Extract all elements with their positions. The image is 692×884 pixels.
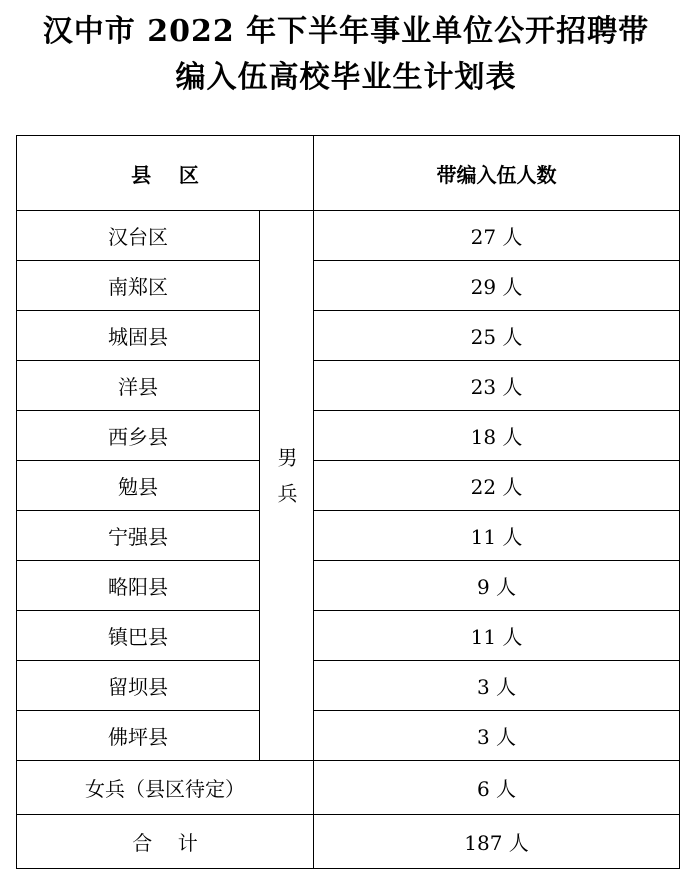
count-cell: 29 人 (314, 261, 680, 311)
female-row (17, 761, 680, 815)
table-row (17, 211, 680, 261)
table-row (17, 311, 680, 361)
county-cell: 城固县 (17, 311, 260, 361)
table-row (17, 361, 680, 411)
female-count: 6 人 (314, 761, 680, 815)
total-count: 187 人 (314, 815, 680, 869)
count-cell: 3 人 (314, 711, 680, 761)
count-cell: 23 人 (314, 361, 680, 411)
county-cell: 留坝县 (17, 661, 260, 711)
county-cell: 略阳县 (17, 561, 260, 611)
county-cell: 洋县 (17, 361, 260, 411)
count-cell: 11 人 (314, 611, 680, 661)
document-title-line-1: 汉中市 2022 年下半年事业单位公开招聘带 (42, 14, 650, 49)
count-cell: 27 人 (314, 211, 680, 261)
count-cell: 25 人 (314, 311, 680, 361)
gender-group-cell (260, 211, 314, 761)
count-cell: 11 人 (314, 511, 680, 561)
table-row (17, 461, 680, 511)
table-header-row (17, 136, 680, 211)
recruitment-plan-table (16, 135, 680, 869)
total-label: 合 计 (17, 815, 314, 869)
county-cell: 汉台区 (17, 211, 260, 261)
count-cell: 22 人 (314, 461, 680, 511)
county-cell: 西乡县 (17, 411, 260, 461)
count-cell: 18 人 (314, 411, 680, 461)
count-cell: 3 人 (314, 661, 680, 711)
table-row (17, 261, 680, 311)
table-row (17, 511, 680, 561)
county-cell: 宁强县 (17, 511, 260, 561)
table-row (17, 561, 680, 611)
table-row (17, 411, 680, 461)
table-row (17, 661, 680, 711)
table-row (17, 711, 680, 761)
document-title-line-2: 编入伍高校毕业生计划表 (175, 60, 517, 95)
total-row (17, 815, 680, 869)
county-cell: 佛坪县 (17, 711, 260, 761)
gender-group-label: 男兵 (274, 447, 298, 519)
header-count: 带编入伍人数 (314, 136, 680, 211)
county-cell: 南郑区 (17, 261, 260, 311)
header-county: 县 区 (17, 136, 314, 211)
count-cell: 9 人 (314, 561, 680, 611)
county-cell: 镇巴县 (17, 611, 260, 661)
table-row (17, 611, 680, 661)
county-cell: 勉县 (17, 461, 260, 511)
female-label: 女兵（县区待定） (17, 761, 314, 815)
